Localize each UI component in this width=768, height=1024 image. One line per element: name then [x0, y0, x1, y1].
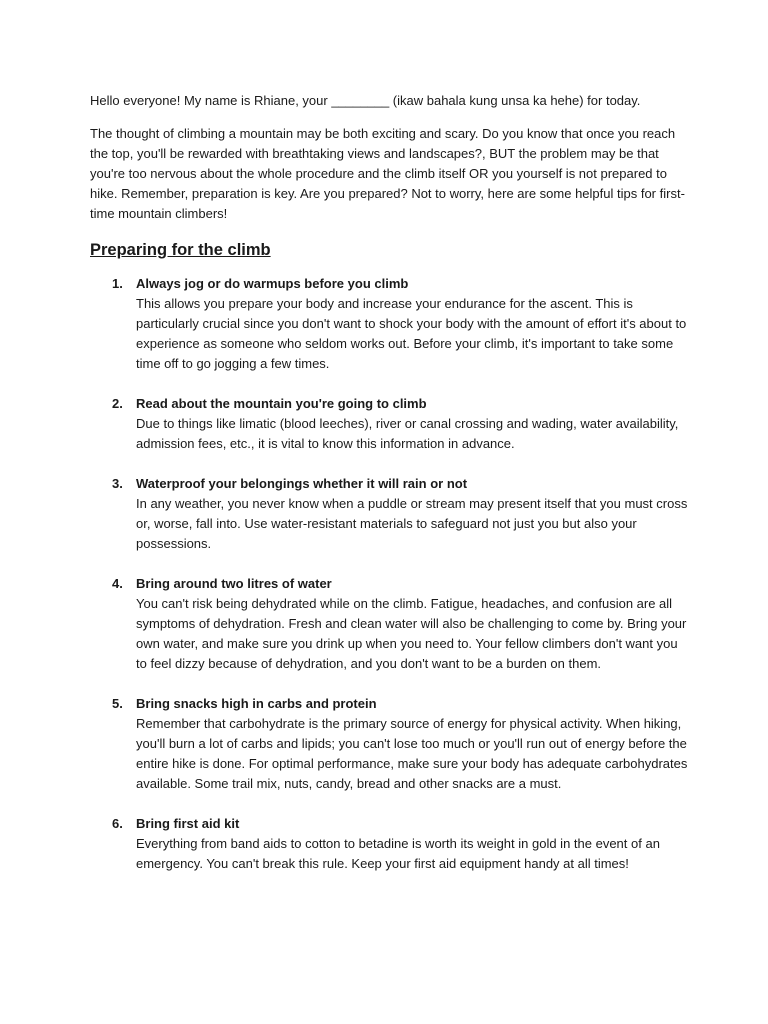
tip-title: Read about the mountain you're going to climb [136, 396, 427, 411]
tip-title: Bring around two litres of water [136, 576, 332, 591]
tip-number: 2. [112, 396, 123, 411]
tip-item [90, 814, 690, 874]
tip-item [90, 274, 690, 374]
intro-paragraph: The thought of climbing a mountain may be both exciting and scary. Do you know that once you reach the top, you'll be rewarded with breathtaking views and landscapes?, BUT the problem may be that you're too nervous about the whole procedure and the climb itself OR you yourself is not prepared to hike. Remember, preparation is key. Are you prepared? Not to worry, here are some helpful tips for first-time mountain climbers! [90, 126, 685, 221]
tip-body: In any weather, you never know when a puddle or stream may present itself that you must cross or, worse, fall into. Use water-resistant materials to safeguard not just you but also your possessions. [136, 496, 688, 551]
tip-body: Remember that carbohydrate is the primary source of energy for physical activity. When hiking, you'll burn a lot of carbs and lipids; you can't lose too much or you'll run out of energy before the entire hike is done. For optimal performance, make sure your body has adequate carbohydrates available. Some trail mix, nuts, candy, bread and other snacks are a must. [136, 716, 688, 791]
tip-number: 3. [112, 476, 123, 491]
tip-title: Bring snacks high in carbs and protein [136, 696, 377, 711]
intro-line: Hello everyone! My name is Rhiane, your ________ (ikaw bahala kung unsa ka hehe) for today. [90, 93, 641, 108]
tip-body: Due to things like limatic (blood leeches), river or canal crossing and wading, water availability, admission fees, etc., it is vital to know this information in advance. [136, 416, 679, 451]
tip-title: Bring first aid kit [136, 816, 240, 831]
tip-item [90, 694, 690, 794]
tip-number: 6. [112, 816, 123, 831]
tip-number: 5. [112, 696, 123, 711]
section-heading: Preparing for the climb [90, 241, 271, 259]
tip-item [90, 574, 690, 674]
tip-body: This allows you prepare your body and increase your endurance for the ascent. This is particularly crucial since you don't want to shock your body with the amount of effort it's about to experience as someone who seldom works out. Before your climb, it's important to take some time off to go jogging a few times. [136, 296, 687, 371]
tip-body: Everything from band aids to cotton to betadine is worth its weight in gold in the event of an emergency. You can't break this rule. Keep your first aid equipment handy at all times! [136, 836, 660, 871]
tips-list [90, 274, 690, 874]
tip-title: Always jog or do warmups before you climb [136, 276, 409, 291]
tip-item [90, 394, 690, 454]
document-page [90, 91, 690, 894]
tip-number: 4. [112, 576, 123, 591]
tip-item [90, 474, 690, 554]
tip-number: 1. [112, 276, 123, 291]
tip-title: Waterproof your belongings whether it will rain or not [136, 476, 468, 491]
tip-body: You can't risk being dehydrated while on the climb. Fatigue, headaches, and confusion are all symptoms of dehydration. Fresh and clean water will also be challenging to come by. Bring your own water, and make sure you drink up when you need to. Your fellow climbers don't want you to feel dizzy because of dehydration, and you don't want to be a burden on them. [136, 596, 687, 671]
